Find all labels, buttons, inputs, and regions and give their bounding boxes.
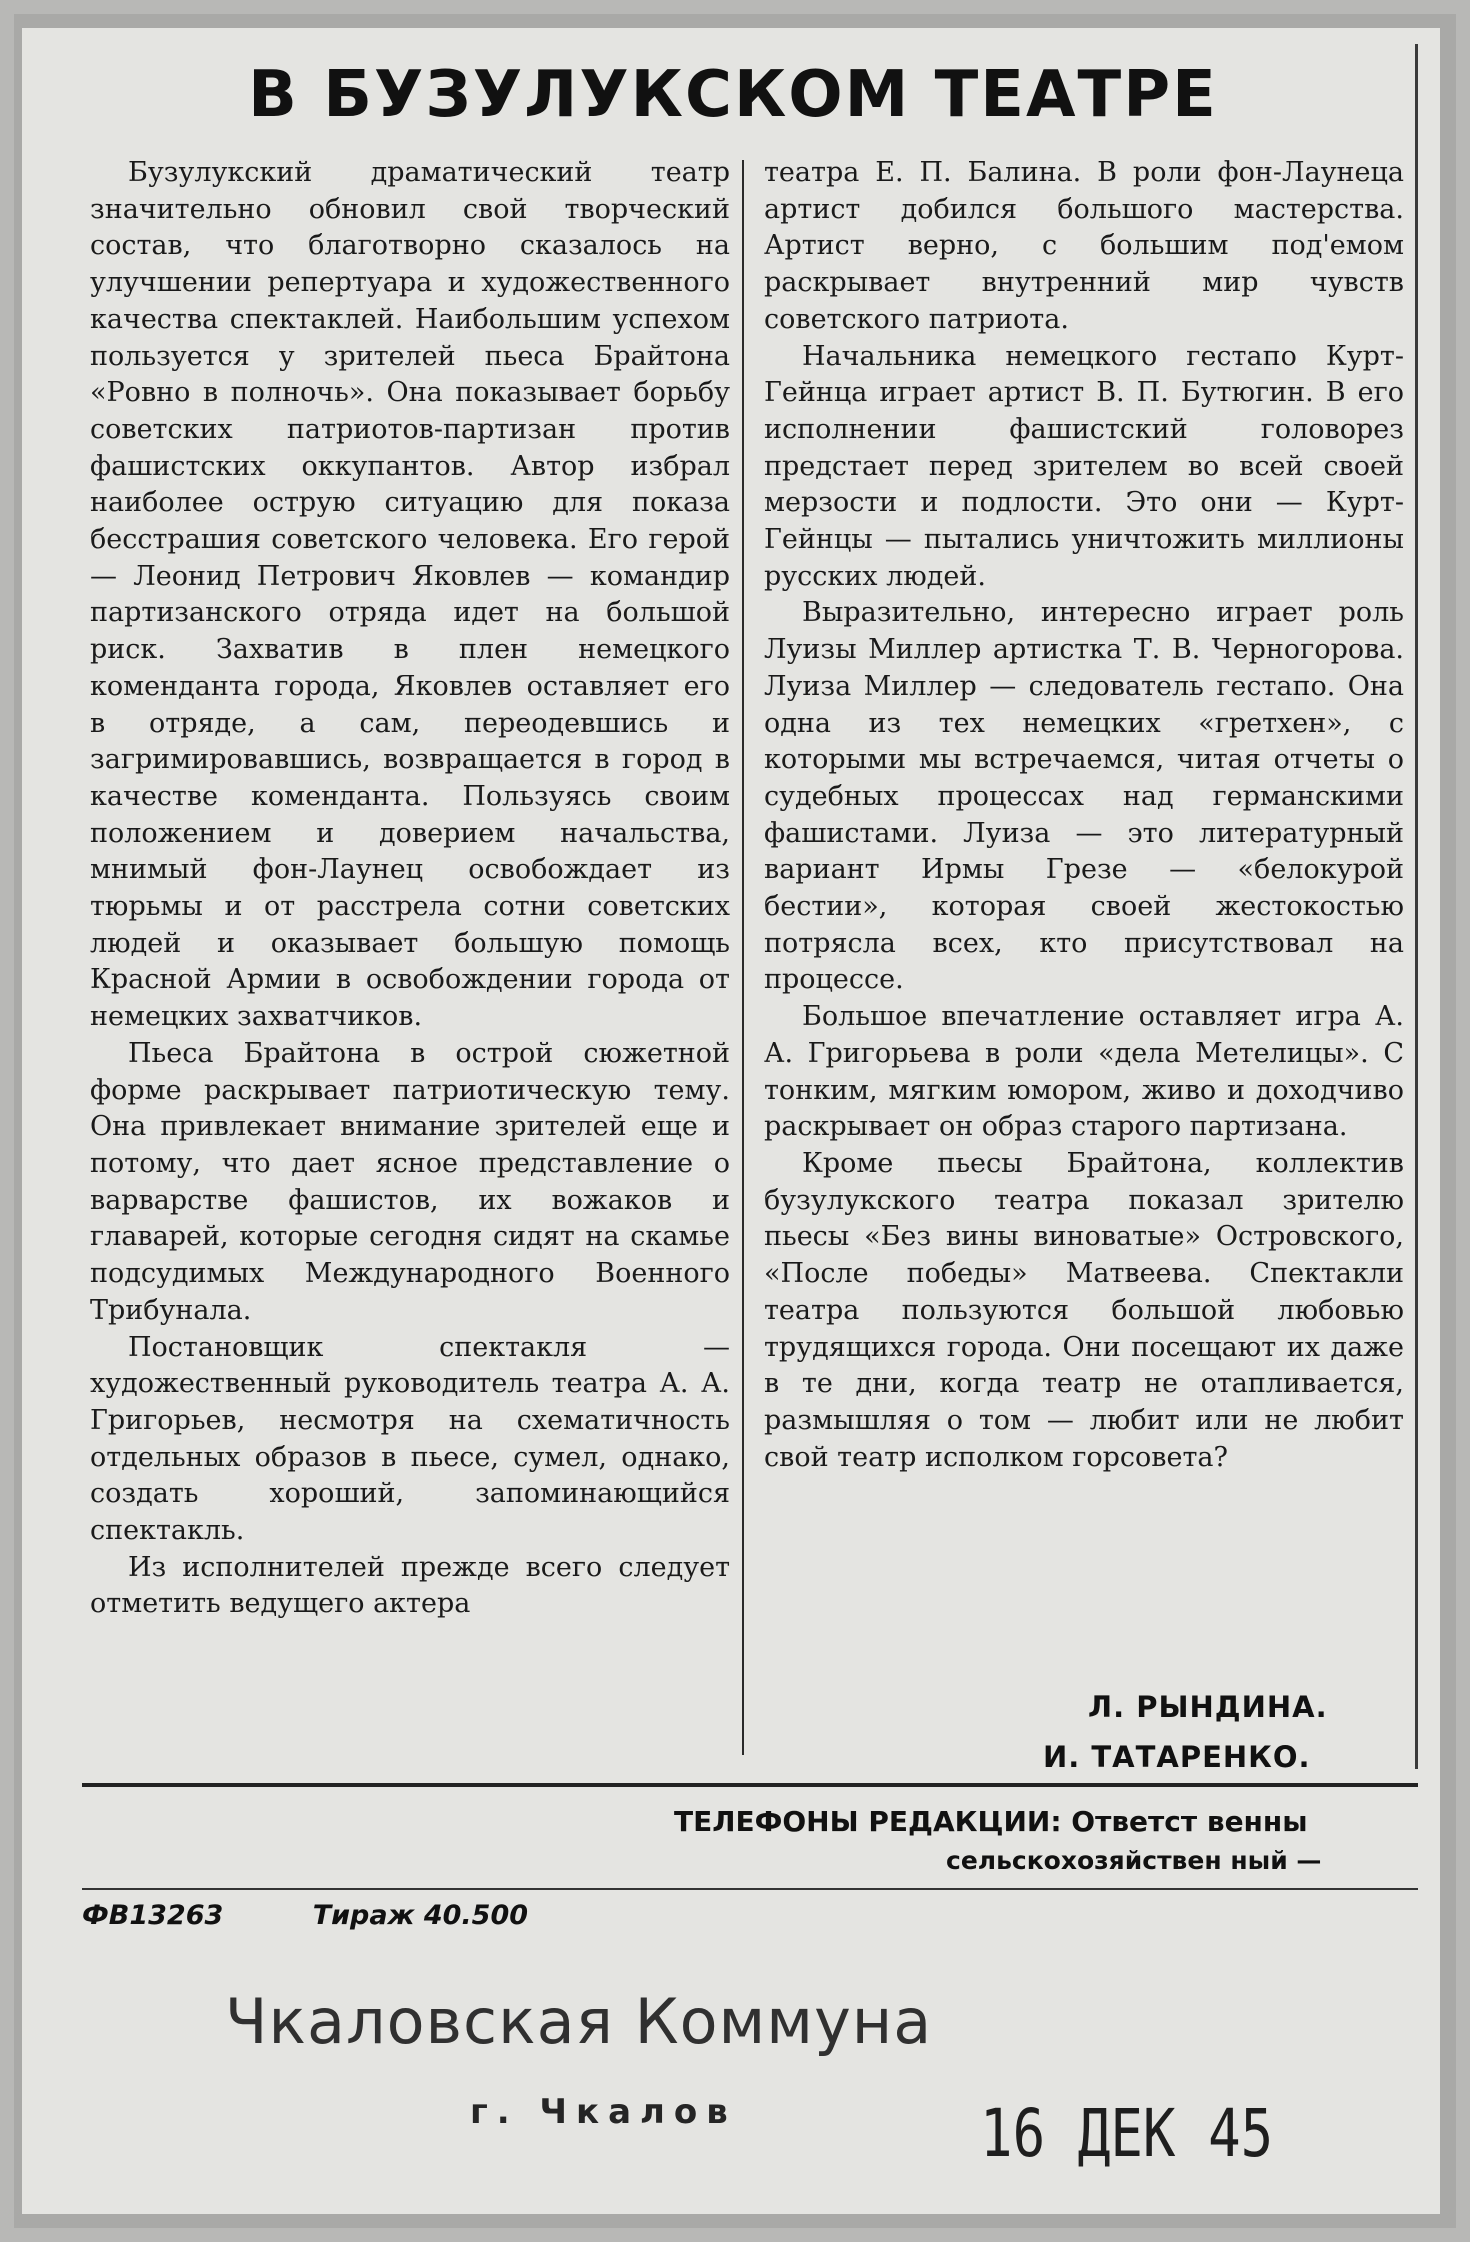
print-run: Тираж 40.500 (312, 1900, 529, 1931)
footer-rule (82, 1783, 1418, 1787)
paragraph: Бузулукский драматический театр значительно обновил свой творческий состав, что благотворно сказалось на улучшении репертуара и художественного качества спектаклей. Наибольшим успехом пользуется у зрителей пьеса Брайтона «Ровно в полночь». Она показывает борьбу советских патриотов-партизан против фашистских оккупантов. Автор избрал наиболее острую ситуацию для показа бесстрашия советского человека. Его герой — Леонид Петрович Яковлев — командир партизанского отряда идет на большой риск. Захватив в плен немецкого коменданта города, Яковлев оставляет его в отряде, а сам, переодевшись и загримировавшись, возвращается в город в качестве коменданта. Пользуясь своим положением и доверием начальства, мнимый фон-Лаунец освобождает из тюрьмы и от расстрела сотни советских людей и оказывает большую помощь Красной Армии в освобождении города от немецких захватчиков. (90, 157, 730, 1033)
print-imprint (82, 1900, 608, 1931)
article-column-left (90, 155, 730, 1623)
editorial-phones-heading: ТЕЛЕФОНЫ РЕДАКЦИИ: Ответст венны (674, 1805, 1308, 1838)
paragraph: Большое впечатление оставляет игра А. А. Григорьева в роли «дела Метелицы». С тонким, мягким юмором, живо и доходчиво раскрывает он образ старого партизана. (764, 1001, 1404, 1143)
paragraph: Постановщик спектакля — художественный руководитель театра А. А. Григорьев, несмотря на схематичность отдельных образов в пьесе, сумел, однако, создать хороший, запоминающийся спектакль. (90, 1331, 730, 1547)
footer-rule-thin (82, 1888, 1418, 1890)
column-divider (742, 160, 744, 1755)
article-column-right (764, 155, 1404, 1476)
order-code: ФВ13263 (82, 1900, 224, 1931)
stamp-date: 16 ДЕК 45 (980, 2095, 1274, 2172)
author-signature: Л. РЫНДИНА. (1088, 1690, 1328, 1724)
paragraph: Выразительно, интересно играет роль Луизы Миллер артистка Т. В. Черногорова. Луиза Миллер — следователь гестапо. Она одна из тех немецких «гретхен», с которыми мы встречаемся, читая отчеты о судебных процессах над германскими фашистами. Луиза — это литературный вариант Ирмы Грезе — «белокурой бестии», которая своей жестокостью потрясла всех, кто присутствовал на процессе. (764, 597, 1404, 996)
paragraph: Из исполнителей прежде всего следует отметить ведущего актера (90, 1551, 730, 1620)
paragraph: Начальника немецкого гестапо Курт-Гейнца играет артист В. П. Бутюгин. В его исполнении фашистский головорез предстает перед зрителем во всей своей мерзости и подлости. Это они — Курт-Гейнцы — пытались уничтожить миллионы русских людей. (764, 340, 1404, 592)
stamp-city: г. Чкалов (470, 2092, 737, 2132)
newspaper-stamp: Чкаловская Коммуна (225, 1985, 933, 2058)
editorial-phones-line: сельскохозяйствен ный — (946, 1846, 1322, 1875)
right-border-rule (1415, 44, 1418, 1769)
paragraph: Пьеса Брайтона в острой сюжетной форме раскрывает патриотическую тему. Она привлекает внимание зрителей еще и потому, что дает ясное представление о варварстве фашистов, их вожаков и главарей, которые сегодня сидят на скамье подсудимых Международного Военного Трибунала. (90, 1037, 730, 1326)
author-signature: И. ТАТАРЕНКО. (1043, 1740, 1311, 1774)
article-title: В БУЗУЛУКСКОМ ТЕАТРЕ (248, 58, 1218, 132)
paragraph: театра Е. П. Балина. В роли фон-Лаунеца артист добился большого мастерства. Артист верно, с большим под'емом раскрывает внутренний мир чувств советского патриота. (764, 157, 1404, 335)
paragraph: Кроме пьесы Брайтона, коллектив бузулукского театра показал зрителю пьесы «Без вины виноватые» Островского, «После победы» Матвеева. Спектакли театра пользуются большой любовью трудящихся города. Они посещают их даже в те дни, когда театр не отапливается, размышляя о том — любит или не любит свой театр исполком горсовета? (764, 1147, 1404, 1473)
